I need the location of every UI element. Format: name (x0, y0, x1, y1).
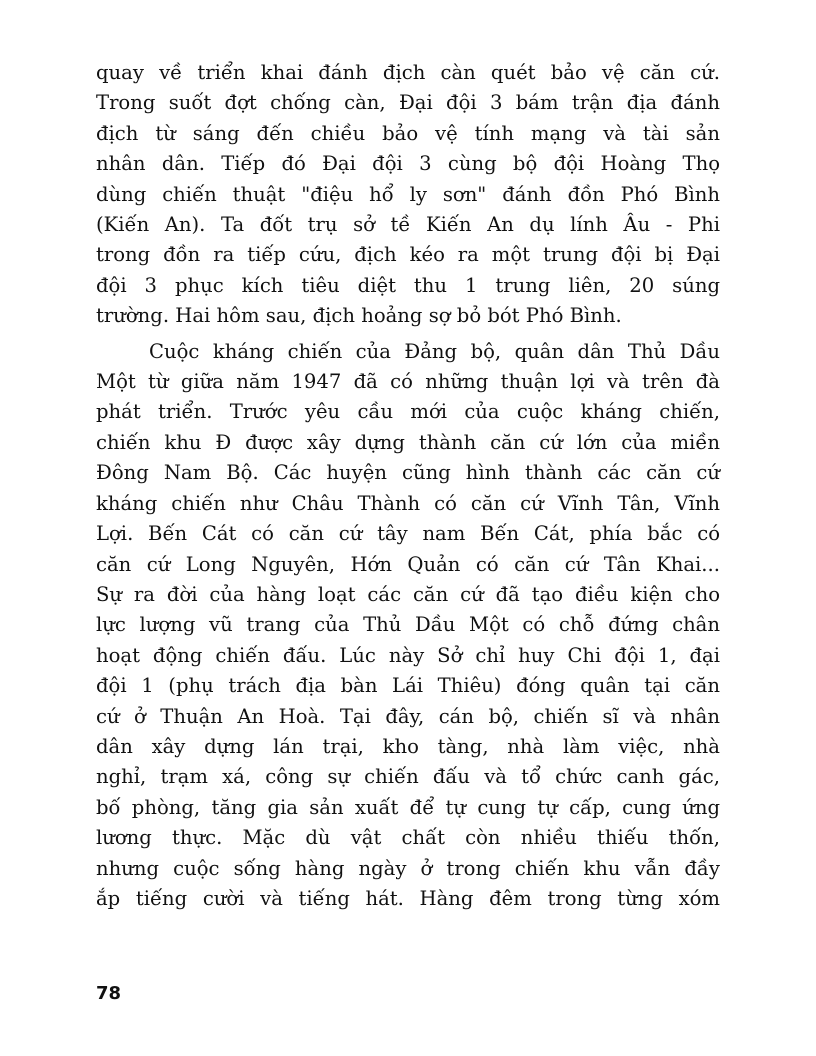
text-line: chiến khu Đ được xây dựng thành căn cứ lớn của miền (96, 430, 720, 454)
text-line: lương thực. Mặc dù vật chất còn nhiều thiếu thốn, (96, 826, 720, 850)
text-line: (Kiến An). Ta đốt trụ sở tề Kiến An dụ lính Âu - Phi (96, 213, 720, 237)
text-line: nhưng cuộc sống hàng ngày ở trong chiến khu vẫn đầy (96, 856, 720, 880)
text-line: ắp tiếng cười và tiếng hát. Hàng đêm trong từng xóm (96, 886, 720, 910)
text-line: đội 1 (phụ trách địa bàn Lái Thiêu) đóng quân tại căn (96, 674, 720, 698)
paragraph-2 (96, 337, 720, 915)
text-line: Một từ giữa năm 1947 đã có những thuận lợi và trên đà (96, 370, 720, 394)
page-number: 78 (96, 983, 122, 1004)
text-line: lực lượng vũ trang của Thủ Dầu Một có chỗ đứng chân (96, 613, 720, 637)
text-line: dân xây dựng lán trại, kho tàng, nhà làm việc, nhà (96, 734, 720, 758)
text-line: kháng chiến như Châu Thành có căn cứ Vĩnh Tân, Vĩnh (96, 491, 720, 515)
text-line: dùng chiến thuật "điệu hổ ly sơn" đánh đồn Phó Bình (96, 182, 720, 206)
text-line: nhân dân. Tiếp đó Đại đội 3 cùng bộ đội Hoàng Thọ (96, 152, 720, 176)
text-line: căn cứ Long Nguyên, Hớn Quản có căn cứ Tân Khai... (96, 552, 720, 576)
body-text (96, 58, 720, 914)
text-line: Sự ra đời của hàng loạt các căn cứ đã tạo điều kiện cho (96, 582, 720, 606)
text-line: nghỉ, trạm xá, công sự chiến đấu và tổ chức canh gác, (96, 765, 720, 789)
text-line: Trong suốt đợt chống càn, Đại đội 3 bám trận địa đánh (96, 91, 720, 115)
text-line: phát triển. Trước yêu cầu mới của cuộc kháng chiến, (96, 400, 720, 424)
text-line: cứ ở Thuận An Hoà. Tại đây, cán bộ, chiến sĩ và nhân (96, 704, 720, 728)
text-line: đội 3 phục kích tiêu diệt thu 1 trung liên, 20 súng (96, 273, 720, 297)
paragraph-1 (96, 58, 720, 332)
text-line: địch từ sáng đến chiều bảo vệ tính mạng và tài sản (96, 121, 720, 145)
text-line: Lợi. Bến Cát có căn cứ tây nam Bến Cát, phía bắc có (96, 522, 720, 546)
text-line: trong đồn ra tiếp cứu, địch kéo ra một trung đội bị Đại (96, 243, 720, 267)
text-line: bố phòng, tăng gia sản xuất để tự cung tự cấp, cung ứng (96, 795, 720, 819)
text-line: quay về triển khai đánh địch càn quét bảo vệ căn cứ. (96, 61, 720, 84)
text-line: Đông Nam Bộ. Các huyện cũng hình thành các căn cứ (96, 461, 720, 485)
text-line: trường. Hai hôm sau, địch hoảng sợ bỏ bót Phó Bình. (96, 304, 622, 328)
text-line: hoạt động chiến đấu. Lúc này Sở chỉ huy Chi đội 1, đại (96, 643, 720, 667)
text-line: Cuộc kháng chiến của Đảng bộ, quân dân Thủ Dầu (149, 339, 720, 363)
